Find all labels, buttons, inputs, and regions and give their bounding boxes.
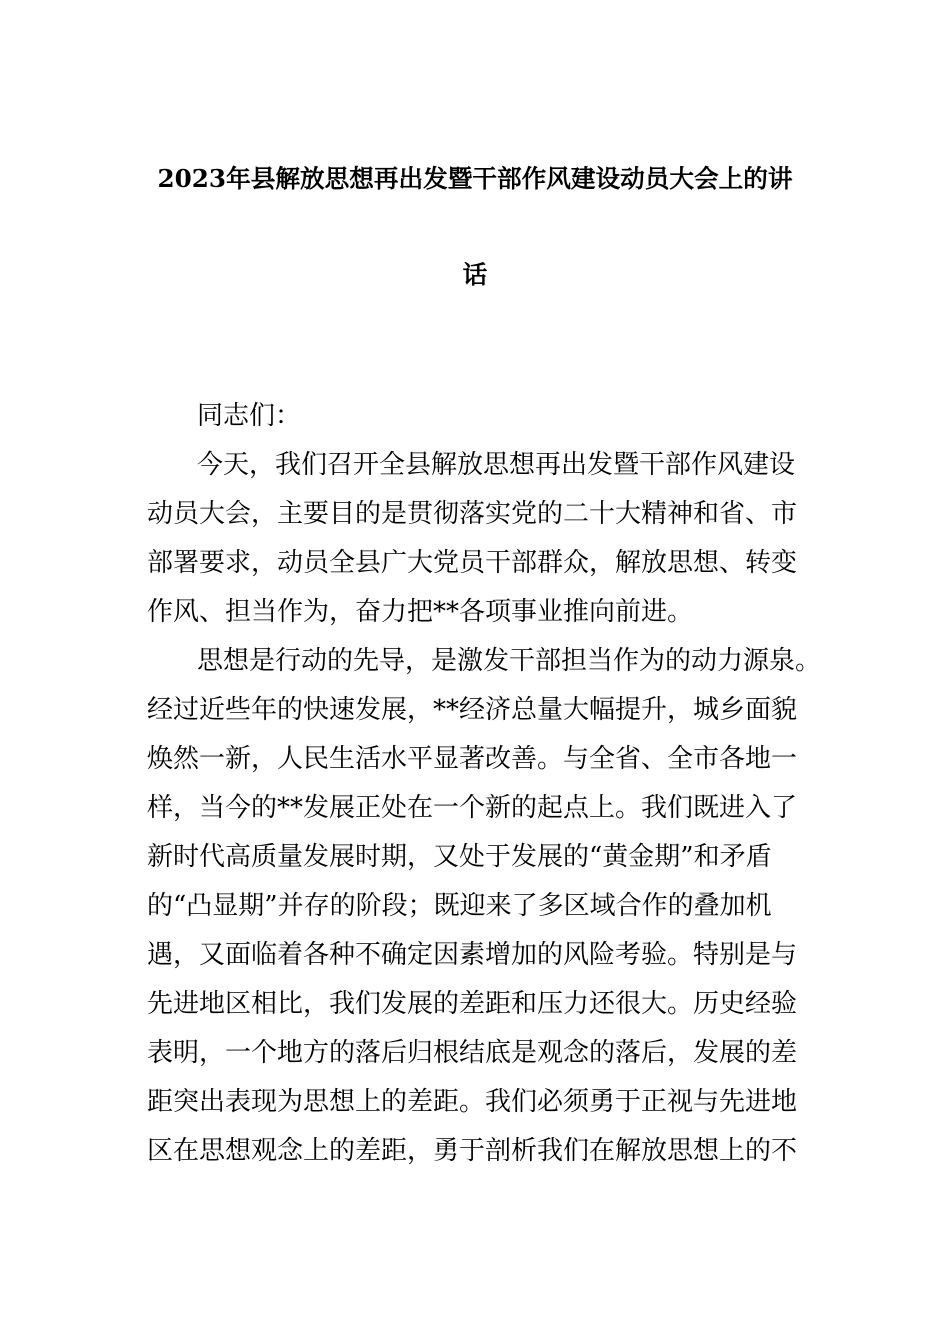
body-line: 表明，一个地方的落后归根结底是观念的落后，发展的差 [147, 1038, 798, 1068]
body-line: 距突出表现为思想上的差距。我们必须勇于正视与先进地 [147, 1087, 798, 1117]
body-line: 经过近些年的快速发展，**经济总量大幅提升，城乡面貌 [147, 695, 798, 725]
document-title-line-1: 2023年县解放思想再出发暨干部作风建设动员大会上的讲 [157, 164, 793, 193]
body-line: 的“凸显期”并存的阶段；既迎来了多区域合作的叠加机 [147, 891, 772, 921]
body-line: 焕然一新，人民生活水平显著改善。与全省、全市各地一 [147, 744, 798, 774]
body-line: 区在思想观念上的差距，勇于剖析我们在解放思想上的不 [147, 1136, 798, 1166]
body-line: 先进地区相比，我们发展的差距和压力还很大。历史经验 [147, 989, 798, 1019]
body-line: 遇，又面临着各种不确定因素增加的风险考验。特别是与 [147, 940, 798, 970]
salutation: 同志们： [197, 401, 302, 431]
body-line: 动员大会，主要目的是贯彻落实党的二十大精神和省、市 [147, 499, 798, 529]
body-line: 新时代高质量发展时期，又处于发展的“黄金期”和矛盾 [147, 842, 772, 872]
document-title-line-2: 话 [462, 260, 488, 289]
body-line: 部署要求，动员全县广大党员干部群众，解放思想、转变 [147, 548, 798, 578]
body-line: 思想是行动的先导，是激发干部担当作为的动力源泉。 [197, 646, 822, 676]
body-line: 作风、担当作为，奋力把**各项事业推向前进。 [147, 597, 694, 627]
body-line: 今天，我们召开全县解放思想再出发暨干部作风建设 [197, 450, 796, 480]
body-line: 样，当今的**发展正处在一个新的起点上。我们既进入了 [147, 793, 798, 823]
